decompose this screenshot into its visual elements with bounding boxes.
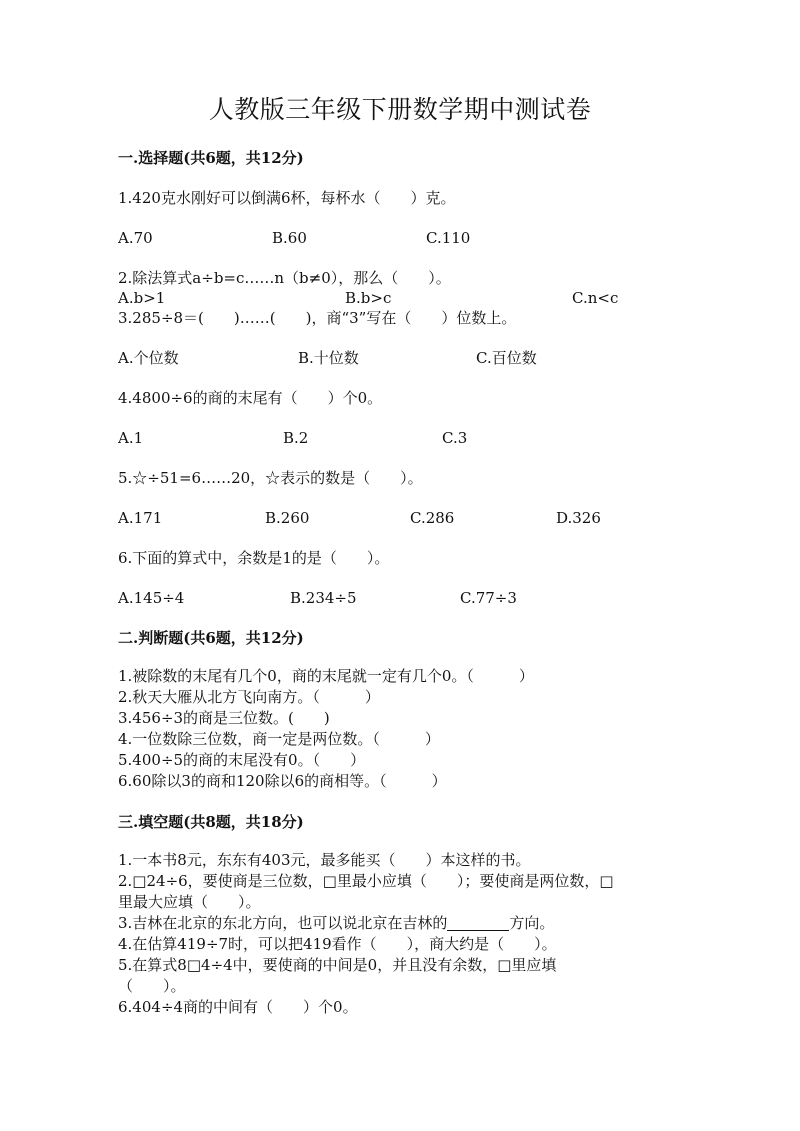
option-b: B.260 — [265, 509, 310, 527]
option-b: B.十位数 — [298, 349, 359, 367]
judgement-item: 3.456÷3的商是三位数。( ) — [118, 709, 330, 727]
question-stem: 3.285÷8＝( )……( )，商“3”写在（ ）位数上。 — [118, 309, 517, 327]
judgement-item: 4.一位数除三位数，商一定是两位数。（ ） — [118, 730, 440, 748]
judgement-item: 2.秋天大雁从北方飞向南方。（ ） — [118, 688, 380, 706]
fill-item-text: 方向。 — [509, 914, 555, 932]
fill-item — [118, 913, 554, 933]
option-c: C.3 — [442, 429, 468, 447]
judgement-item: 6.60除以3的商和120除以6的商相等。（ ） — [118, 772, 447, 790]
page-title: 人教版三年级下册数学期中测试卷 — [208, 95, 592, 124]
option-b: B.234÷5 — [290, 589, 357, 607]
section-heading-judgement: 二.判断题(共6题，共12分) — [118, 629, 304, 647]
option-a: A.171 — [118, 509, 163, 527]
question-stem: 5.☆÷51=6……20，☆表示的数是（ ）。 — [118, 469, 423, 487]
option-c: C.百位数 — [476, 349, 537, 367]
option-a: A.70 — [118, 229, 153, 247]
option-a: A.1 — [118, 429, 144, 447]
option-a: A.个位数 — [118, 349, 179, 367]
option-b: B.60 — [272, 229, 307, 247]
option-b: B.2 — [283, 429, 309, 447]
question-stem: 6.下面的算式中，余数是1的是（ ）。 — [118, 549, 390, 567]
option-b: B.b>c — [345, 289, 392, 307]
option-c: C.286 — [410, 509, 455, 527]
fill-item-continued: 里最大应填（ ）。 — [118, 893, 261, 911]
question-stem: 1.420克水刚好可以倒满6杯，每杯水（ ）克。 — [118, 189, 456, 207]
fill-item: 2.□24÷6，要使商是三位数，□里最小应填（ ）；要使商是两位数，□ — [118, 872, 614, 890]
fill-item: 1.一本书8元，东东有403元，最多能买（ ）本这样的书。 — [118, 851, 531, 869]
option-d: D.326 — [556, 509, 601, 527]
fill-item: 4.在估算419÷7时，可以把419看作（ ），商大约是（ ）。 — [118, 935, 557, 953]
section-heading-choice: 一.选择题(共6题，共12分) — [118, 149, 304, 167]
fill-item-continued: （ ）。 — [118, 977, 186, 995]
answer-blank — [447, 914, 509, 931]
option-c: C.110 — [426, 229, 471, 247]
question-stem: 2.除法算式a÷b=c……n（b≠0），那么（ ）。 — [118, 269, 451, 287]
option-c: C.n<c — [572, 289, 619, 307]
option-a: A.145÷4 — [118, 589, 185, 607]
fill-item: 6.404÷4商的中间有（ ）个0。 — [118, 998, 358, 1016]
fill-item: 5.在算式8□4÷4中，要使商的中间是0，并且没有余数，□里应填 — [118, 956, 557, 974]
section-heading-fill: 三.填空题(共8题，共18分) — [118, 813, 304, 831]
option-c: C.77÷3 — [460, 589, 517, 607]
judgement-item: 1.被除数的末尾有几个0，商的末尾就一定有几个0。（ ） — [118, 667, 534, 685]
judgement-item: 5.400÷5的商的末尾没有0。（ ） — [118, 751, 366, 769]
option-a: A.b>1 — [118, 289, 166, 307]
fill-item-text: 3.吉林在北京的东北方向，也可以说北京在吉林的 — [118, 914, 448, 932]
question-stem: 4.4800÷6的商的末尾有（ ）个0。 — [118, 389, 383, 407]
